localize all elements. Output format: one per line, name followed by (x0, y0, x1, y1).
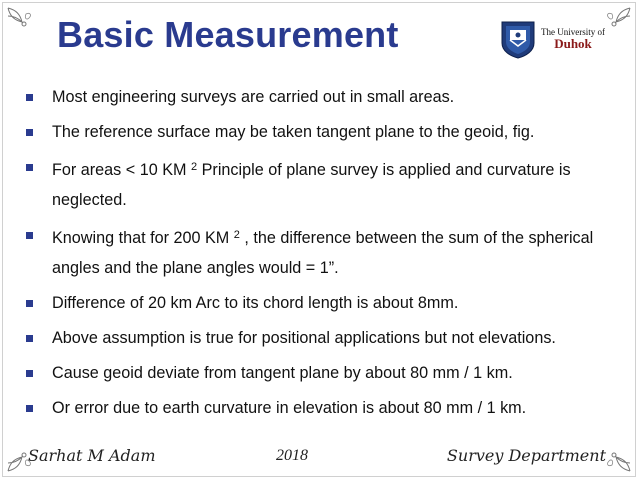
superscript: 2 (191, 161, 198, 173)
university-label: The University of (541, 27, 605, 37)
bullet-item (26, 358, 626, 388)
bullet-text: Principle of plane survey is applied and curvature is neglected. (52, 161, 571, 209)
slide-footer (0, 444, 638, 470)
bullet-item (26, 220, 626, 283)
bullet-text: Or error due to earth curvature in elevation is about 80 mm / 1 km. (52, 399, 527, 417)
bullet-list (26, 82, 626, 428)
square-bullet-icon (26, 232, 33, 239)
bullet-text: Knowing that for 200 KM (52, 229, 234, 247)
bullet-item (26, 117, 626, 147)
bullet-item (26, 152, 626, 215)
bullet-item (26, 323, 626, 353)
square-bullet-icon (26, 300, 33, 307)
superscript: 2 (233, 229, 240, 241)
university-logo (499, 18, 611, 60)
bullet-text: Most engineering surveys are carried out in small areas. (52, 88, 455, 106)
bullet-text: Cause geoid deviate from tangent plane by about 80 mm / 1 km. (52, 364, 513, 382)
bullet-item (26, 82, 626, 112)
bullet-text: , the difference between the sum of the spherical angles and the plane angles would = 1”. (52, 229, 594, 277)
bullet-text: The reference surface may be taken tangent plane to the geoid, fig. (52, 123, 535, 141)
slide-title: Basic Measurement (57, 14, 399, 55)
square-bullet-icon (26, 335, 33, 342)
bullet-item (26, 393, 626, 423)
bullet-text: For areas < 10 KM (52, 161, 192, 179)
footer-year: 2018 (276, 447, 308, 464)
floral-corner-icon (6, 6, 36, 36)
square-bullet-icon (26, 129, 33, 136)
bullet-item (26, 288, 626, 318)
square-bullet-icon (26, 370, 33, 377)
footer-author: Sarhat M Adam (28, 446, 156, 465)
square-bullet-icon (26, 164, 33, 171)
university-city: Duhok (554, 36, 592, 51)
bullet-text: Difference of 20 km Arc to its chord length is about 8mm. (52, 294, 459, 312)
square-bullet-icon (26, 94, 33, 101)
bullet-text: Above assumption is true for positional applications but not elevations. (52, 329, 556, 347)
square-bullet-icon (26, 405, 33, 412)
footer-department: Survey Department (446, 446, 606, 465)
university-name (541, 27, 605, 51)
university-seal-icon (499, 19, 537, 59)
